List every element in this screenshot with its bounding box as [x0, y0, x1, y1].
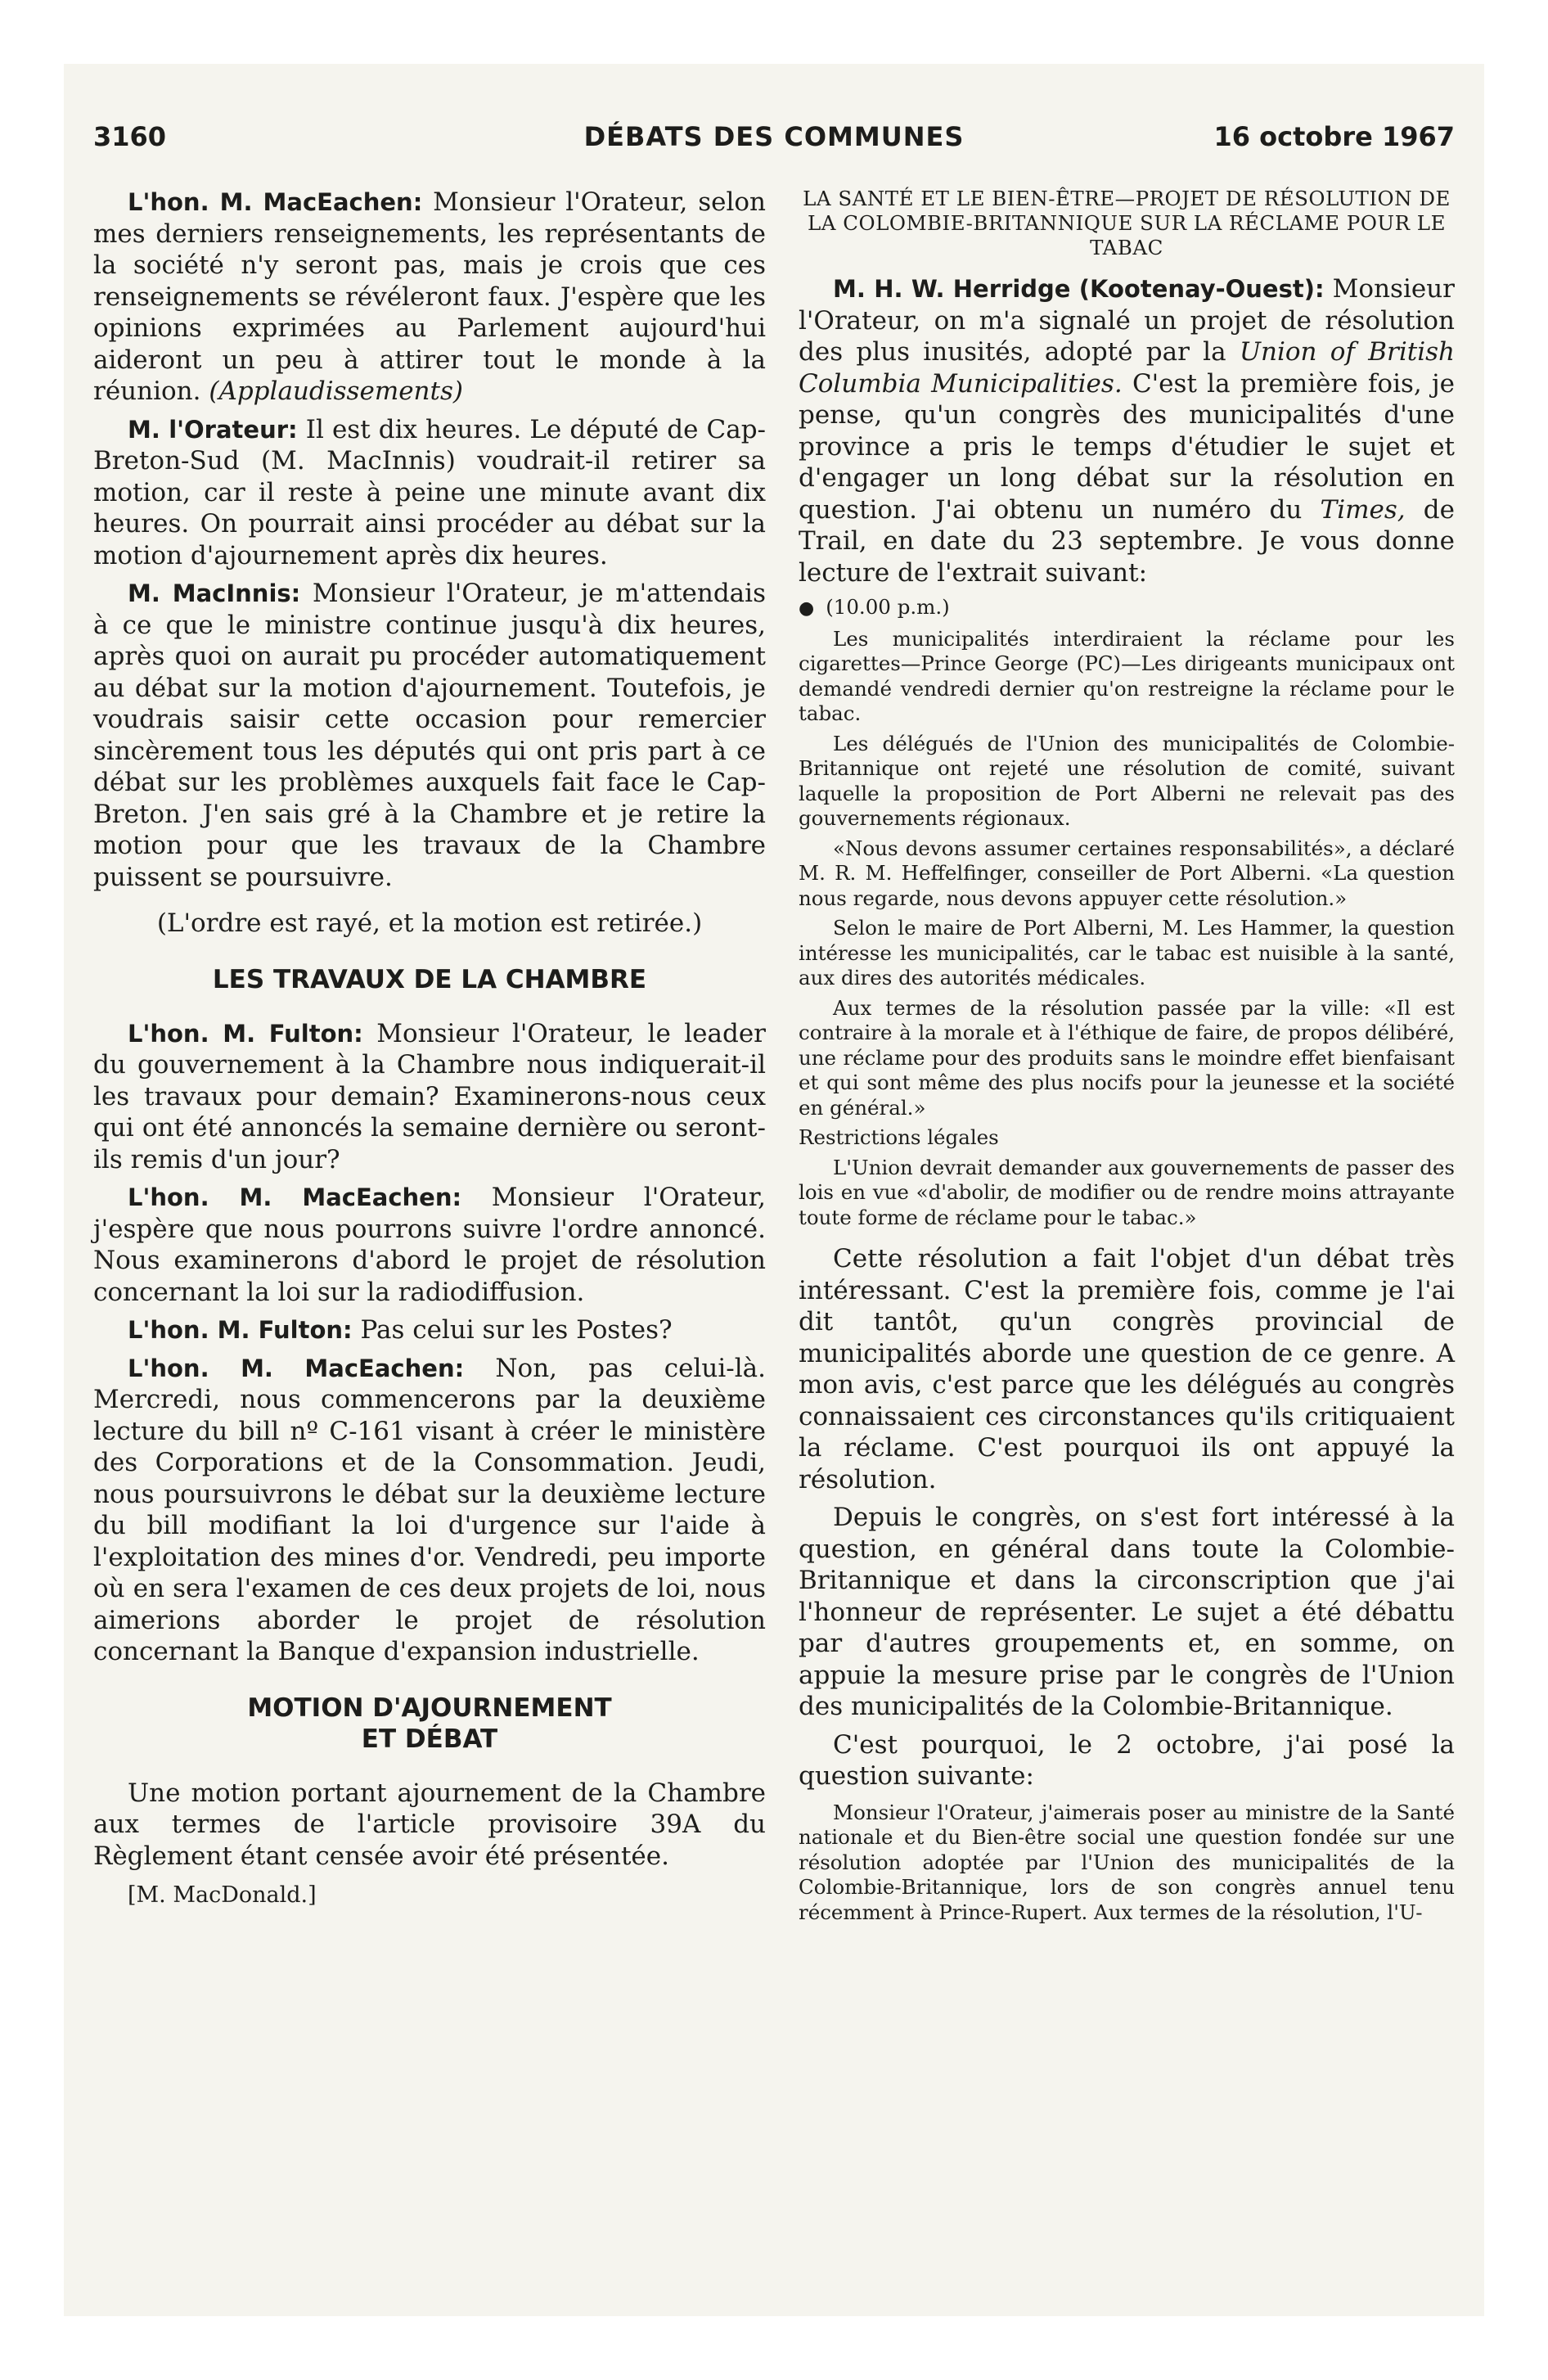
- section-heading: [93, 1693, 766, 1755]
- paragraph: [93, 187, 766, 408]
- paragraph: [93, 578, 766, 893]
- speaker-name: M. l'Orateur:: [128, 415, 298, 444]
- paragraph: [93, 414, 766, 572]
- paragraph-text: Monsieur l'Orateur, je m'attendais à ce que le ministre continue jusqu'à dix heures, après quoi on aurait pu procéder automatiquement au débat sur la motion d'ajournement. Toutefois, je voudrais saisir cette occasion pour remercier sincèrement tous les députés qui ont pris part à ce débat sur les problèmes auxquels fait face le Cap-Breton. J'en sais gré à la Chambre et je retire la motion pour que les travaux de la Chambre puissent se poursuivre.: [93, 579, 766, 892]
- section-heading: LES TRAVAUX DE LA CHAMBRE: [212, 964, 647, 994]
- paragraph-text: Pas celui sur les Postes?: [352, 1315, 673, 1345]
- quoted-paragraph: Aux termes de la résolution passée par la ville: «Il est contraire à la morale et à l'éthique de faire, de propos délibéré, une réclame pour des produits sans le moindre effet bienfaisant et qui sont même des plus nocifs pour la jeunesse et la société en général.»: [799, 995, 1455, 1120]
- quoted-paragraph: Les municipalités interdiraient la réclame pour les cigarettes—Prince George (PC)—Les dirigeants municipaux ont demandé vendredi dernier qu'on restreigne la réclame pour le tabac.: [799, 626, 1455, 725]
- left-column: [93, 187, 766, 1909]
- quoted-paragraph: Les délégués de l'Union des municipalités de Colombie-Britannique ont rejeté une résolution de comité, suivant laquelle la proposition de Port Alberni ne relevait pas des gouvernements régionaux.: [799, 731, 1455, 830]
- speaker-name: M. H. W. Herridge (Kootenay-Ouest):: [833, 275, 1325, 303]
- time-text: (10.00 p.m.): [826, 595, 950, 619]
- paragraph-text: Monsieur l'Orateur, on m'a signalé un projet de résolution des plus inusités, adopté par la: [799, 274, 1456, 367]
- right-column: [799, 187, 1455, 1925]
- running-title: DÉBATS DES COMMUNES: [583, 121, 965, 152]
- quoted-paragraph: L'Union devrait demander aux gouvernements de passer des lois en vue «d'abolir, de modifier ou de rendre moins attrayante toute forme de réclame pour le tabac.»: [799, 1155, 1455, 1229]
- speaker-name: L'hon. M. Fulton:: [128, 1316, 353, 1344]
- page-footnote: [M. MacDonald.]: [128, 1882, 317, 1908]
- procedural-note: (L'ordre est rayé, et la motion est retirée.): [156, 908, 703, 938]
- paragraph-text: Monsieur l'Orateur, le leader du gouvernement à la Chambre nous indiquerait-il les travaux pour demain? Examinerons-nous ceux qui ont été annoncés la semaine dernière ou seront-ils remis d'un jour?: [93, 1018, 766, 1174]
- publication-name: Times,: [1320, 494, 1406, 525]
- paragraph-text: de Trail, en date du 23 septembre. Je vous donne lecture de l'extrait suivant:: [799, 494, 1455, 588]
- paragraph: Depuis le congrès, on s'est fort intéressé à la question, en général dans toute la Colombie-Britannique et dans la circonscription que j'ai l'honneur de représenter. Le sujet a été débattu par d'autres groupements et, en somme, on appuie la mesure prise par le congrès de l'Union des municipalités de la Colombie-Britannique.: [799, 1503, 1455, 1721]
- paragraph: Cette résolution a fait l'objet d'un débat très intéressant. C'est la première fois, comme je l'ai dit tantôt, qu'un congrès provincial de municipalités aborde une question de ce genre. A mon avis, c'est parce que les délégués au congrès connaissaient ces circonstances qu'ils critiquaient la réclame. C'est pourquoi ils ont appuyé la résolution.: [799, 1244, 1455, 1494]
- paragraph: [93, 1314, 766, 1346]
- paragraph: [799, 273, 1455, 588]
- paragraph-text: Il est dix heures. Le député de Cap-Breton-Sud (M. MacInnis) voudrait-il retirer sa motion, car il reste à peine une minute avant dix heures. On pourrait ainsi procéder au débat sur la motion d'ajournement après dix heures.: [93, 414, 767, 570]
- page-scan: [64, 64, 1484, 2316]
- paragraph-text: Monsieur l'Orateur, selon mes derniers renseignements, les représentants de la société n'y seront pas, mais je crois que ces renseignements se révéleront faux. J'espère que les opinions exprimées au Parlement aujourd'hui aideront un peu à attirer tout le monde à la réunion.: [93, 187, 766, 406]
- page-date: 16 octobre 1967: [1213, 121, 1455, 152]
- quote-subheading: Restrictions légales: [799, 1125, 999, 1149]
- paragraph: C'est pourquoi, le 2 octobre, j'ai posé la question suivante:: [799, 1729, 1455, 1791]
- speaker-name: L'hon. M. MacEachen:: [128, 1354, 465, 1382]
- publication-name: Union of British Columbia Municipalities.: [799, 337, 1455, 399]
- quoted-paragraph: Selon le maire de Port Alberni, M. Les Hammer, la question intéresse les municipalités, car le tabac est nuisible à la santé, aux dires des autorités médicales.: [799, 916, 1455, 989]
- paragraph-text: Monsieur l'Orateur, j'espère que nous pourrons suivre l'ordre annoncé. Nous examinerons d'abord le projet de résolution concernant la loi sur la radiodiffusion.: [93, 1183, 766, 1307]
- section-heading: LA SANTÉ ET LE BIEN-ÊTRE—PROJET DE RÉSOLUTION DE LA COLOMBIE-BRITANNIQUE SUR LA RÉCLAME POUR LE TABAC: [803, 187, 1451, 259]
- paragraph: [93, 1353, 766, 1668]
- speaker-name: L'hon. M. Fulton:: [128, 1019, 363, 1048]
- paragraph: [93, 1018, 766, 1176]
- page-number: 3160: [93, 121, 167, 152]
- paragraph: [93, 1182, 766, 1308]
- quoted-paragraph: Monsieur l'Orateur, j'aimerais poser au ministre de la Santé nationale et du Bien-être social une question fondée sur une résolution adoptée par l'Union des municipalités de la Colombie-Britannique, lors de son congrès annuel tenu récemment à Prince-Rupert. Aux termes de la résolution, l'U-: [799, 1800, 1455, 1924]
- paragraph-text: C'est la première fois, je pense, qu'un congrès des municipalités d'une province a pris le temps d'étudier le sujet et d'engager un long débat sur la résolution en question. J'ai obtenu un numéro du: [799, 368, 1455, 525]
- paragraph-text: Non, pas celui-là. Mercredi, nous commencerons par la deuxième lecture du bill nº C-161 visant à créer le ministère des Corporations et de la Consommation. Jeudi, nous poursuivrons le débat sur la deuxième lecture du bill modifiant la loi d'urgence sur l'aide à l'exploitation des mines d'or. Vendredi, peu importe où en sera l'examen de ces deux projets de loi, nous aimerions aborder le projet de résolution concernant la Banque d'expansion industrielle.: [93, 1353, 766, 1666]
- heading-line: MOTION D'AJOURNEMENT: [247, 1693, 612, 1723]
- quoted-paragraph: «Nous devons assumer certaines responsabilités», a déclaré M. R. M. Heffelfinger, conseiller de Port Alberni. «La question nous regarde, nous devons appuyer cette résolution.»: [799, 836, 1455, 910]
- heading-line: ET DÉBAT: [361, 1724, 498, 1754]
- time-marker: [799, 595, 1455, 622]
- speaker-name: L'hon. M. MacEachen:: [128, 188, 423, 216]
- page-header: [93, 121, 1455, 170]
- stage-direction: (Applaudissements): [209, 376, 463, 406]
- bullet-icon: ●: [799, 598, 815, 619]
- speaker-name: L'hon. M. MacEachen:: [128, 1183, 462, 1211]
- speaker-name: M. MacInnis:: [128, 579, 301, 607]
- paragraph: Une motion portant ajournement de la Chambre aux termes de l'article provisoire 39A du Règlement étant censée avoir été présentée.: [93, 1778, 766, 1871]
